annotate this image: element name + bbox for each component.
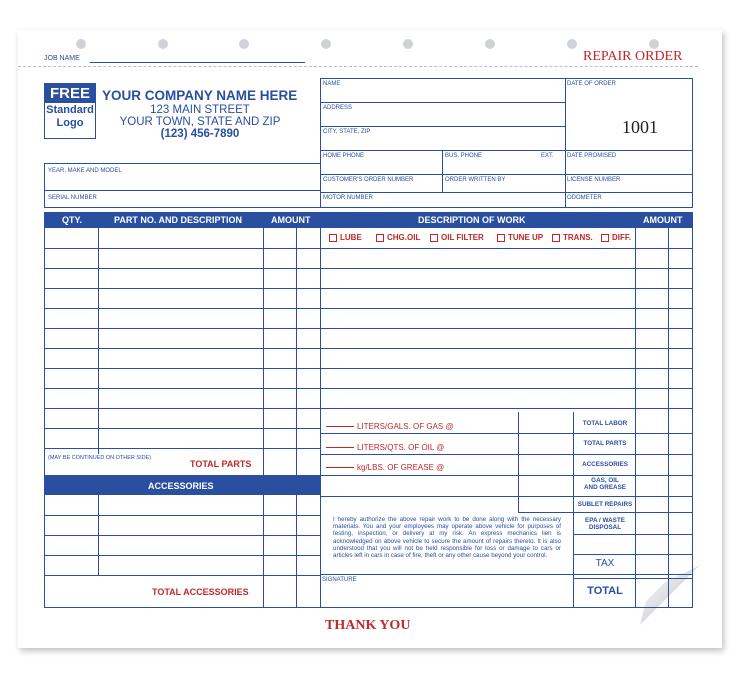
- grid-line: [518, 512, 693, 513]
- address-field[interactable]: ADDRESS: [323, 105, 353, 111]
- column-line: [668, 228, 669, 608]
- tax-label: TAX: [595, 558, 615, 569]
- parts-row-line: [44, 348, 321, 349]
- epa-waste-label: EPA / WASTE DISPOSAL: [585, 517, 625, 531]
- logo-free: FREE: [45, 84, 95, 103]
- binder-hole: [76, 39, 86, 49]
- grid-line: [320, 192, 693, 193]
- column-line: [296, 228, 297, 475]
- column-line: [263, 495, 264, 608]
- name-field[interactable]: NAME: [323, 81, 341, 87]
- grid-line: [573, 578, 693, 579]
- totals-parts-label: TOTAL PARTS: [583, 440, 627, 447]
- odometer-field[interactable]: ODOMETER: [567, 195, 602, 201]
- column-line: [263, 228, 264, 475]
- accessory-row-line: [44, 575, 321, 576]
- accessory-row-line: [44, 555, 321, 556]
- work-amount-header: AMOUNT: [643, 215, 683, 225]
- accessory-row-line: [44, 535, 321, 536]
- lube-checkbox[interactable]: LUBE: [329, 233, 362, 242]
- date-of-order-field[interactable]: DATE OF ORDER: [567, 81, 616, 87]
- company-phone: (123) 456-7890: [160, 128, 240, 140]
- ext-label: EXT.: [541, 153, 554, 159]
- parts-header-bar: [44, 212, 321, 228]
- home-phone-field[interactable]: HOME PHONE: [323, 153, 365, 159]
- logo: [44, 83, 96, 139]
- oil-line[interactable]: LITERS/QTS. OF OIL @: [326, 443, 444, 452]
- grid-line: [320, 574, 693, 575]
- grid-line: [573, 554, 693, 555]
- parts-row-line: [44, 388, 321, 389]
- company-street: 123 MAIN STREET: [150, 104, 250, 116]
- chg-oil-checkbox[interactable]: CHG.OIL: [376, 233, 420, 242]
- customer-order-number-field[interactable]: CUSTOMER'S ORDER NUMBER: [323, 177, 414, 183]
- grid-line: [320, 496, 693, 497]
- license-number-field[interactable]: LICENSE NUMBER: [567, 177, 621, 183]
- qty-header: QTY.: [62, 215, 83, 225]
- work-row-line: [320, 248, 693, 249]
- grid-line: [320, 102, 565, 103]
- parts-row-line: [44, 288, 321, 289]
- accessories-header-bar: [44, 476, 321, 495]
- work-header-bar: [320, 212, 693, 228]
- binder-hole: [403, 39, 413, 49]
- binder-hole: [567, 39, 577, 49]
- order-number: 1001: [622, 117, 658, 137]
- binder-hole: [485, 39, 495, 49]
- binder-hole: [239, 39, 249, 49]
- grid-line: [320, 475, 693, 476]
- company-town: YOUR TOWN, STATE AND ZIP: [119, 116, 281, 128]
- logo-logo: Logo: [56, 117, 84, 129]
- binder-hole: [321, 39, 331, 49]
- work-row-line: [320, 308, 693, 309]
- serial-number-field[interactable]: SERIAL NUMBER: [48, 195, 97, 201]
- work-row-line: [320, 268, 693, 269]
- form-title: REPAIR ORDER: [583, 49, 683, 64]
- parts-row-line: [44, 248, 321, 249]
- grid-line: [320, 454, 693, 455]
- column-line: [635, 228, 636, 608]
- parts-row-line: [44, 428, 321, 429]
- trans-checkbox[interactable]: TRANS.: [552, 233, 593, 242]
- column-line: [518, 412, 519, 512]
- total-accessories-label: TOTAL ACCESSORIES: [152, 587, 249, 597]
- accessories-header: ACCESSORIES: [148, 480, 214, 491]
- motor-number-field[interactable]: MOTOR NUMBER: [323, 195, 373, 201]
- work-row-line: [320, 408, 693, 409]
- work-row-line: [320, 288, 693, 289]
- grease-line[interactable]: kg/LBS. OF GREASE @: [326, 463, 444, 472]
- parts-row-line: [44, 268, 321, 269]
- totals-accessories-label: ACCESSORIES: [582, 461, 628, 468]
- job-name-label: JOB NAME: [44, 55, 80, 62]
- oil-filter-checkbox[interactable]: OIL FILTER: [430, 233, 484, 242]
- work-row-line: [320, 388, 693, 389]
- column-line: [98, 228, 99, 454]
- order-written-by-field[interactable]: ORDER WRITTEN BY: [445, 177, 506, 183]
- sublet-repairs-label: SUBLET REPAIRS: [577, 501, 633, 508]
- parts-row-line: [44, 368, 321, 369]
- total-labor-label: TOTAL LABOR: [582, 420, 628, 427]
- grid-line: [320, 433, 693, 434]
- signature-field[interactable]: SIGNATURE: [322, 577, 357, 583]
- thank-you: THANK YOU: [325, 618, 411, 633]
- parts-row-line: [44, 308, 321, 309]
- grid-line: [565, 78, 566, 208]
- column-line: [296, 495, 297, 608]
- customer-info-grid: [320, 78, 693, 208]
- part-desc-header: PART NO. AND DESCRIPTION: [114, 215, 243, 225]
- grid-line: [320, 174, 693, 175]
- perforation-line: [18, 66, 698, 67]
- parts-row-line: [44, 448, 321, 449]
- city-state-zip-field[interactable]: CITY, STATE, ZIP: [323, 129, 371, 135]
- parts-row-line: [44, 328, 321, 329]
- work-row-line: [320, 368, 693, 369]
- binder-hole: [158, 39, 168, 49]
- tune-up-checkbox[interactable]: TUNE UP: [497, 233, 543, 242]
- grid-line: [44, 190, 321, 191]
- total-parts-label: TOTAL PARTS: [190, 459, 252, 469]
- amount-header: AMOUNT: [271, 215, 311, 225]
- description-of-work-header: DESCRIPTION OF WORK: [418, 215, 526, 225]
- continued-note: (MAY BE CONTINUED ON OTHER SIDE): [48, 455, 152, 461]
- gas-oil-grease-label: GAS, OIL AND GREASE: [584, 477, 626, 491]
- grid-line: [320, 150, 693, 151]
- parts-table: [44, 212, 321, 608]
- grid-line: [442, 150, 443, 192]
- work-row-line: [320, 328, 693, 329]
- parts-row-line: [44, 408, 321, 409]
- logo-standard: Standard: [46, 104, 94, 116]
- column-line: [98, 495, 99, 575]
- work-row-line: [320, 348, 693, 349]
- bus-phone-field[interactable]: BUS. PHONE: [445, 153, 483, 159]
- date-promised-field[interactable]: DATE PROMISED: [567, 153, 617, 159]
- grid-line: [320, 126, 565, 127]
- authorization-text: I hereby authorize the above repair work to be done along with the necessary materials. You and your employees may operate above vehicle for purposes of testing, inspection, or delivery at my risk. An express mechanics lien is acknowledged on above vehicle to secure the amount of repairs thereto. It is also understood that you will not be held responsible for loss or damage to cars or articles left in cars in case of fire, theft or any other cause beyond your control.: [333, 516, 561, 560]
- diff-checkbox[interactable]: DIFF.: [601, 233, 631, 242]
- gas-line[interactable]: LITERS/GALS. OF GAS @: [326, 422, 454, 431]
- year-make-model-field[interactable]: YEAR, MAKE AND MODEL: [48, 168, 122, 174]
- accessory-row-line: [44, 515, 321, 516]
- job-name-field[interactable]: [90, 62, 305, 63]
- binder-hole: [649, 39, 659, 49]
- company-name: YOUR COMPANY NAME HERE: [102, 88, 298, 103]
- grid-line: [573, 534, 693, 535]
- total-label: TOTAL: [587, 585, 623, 597]
